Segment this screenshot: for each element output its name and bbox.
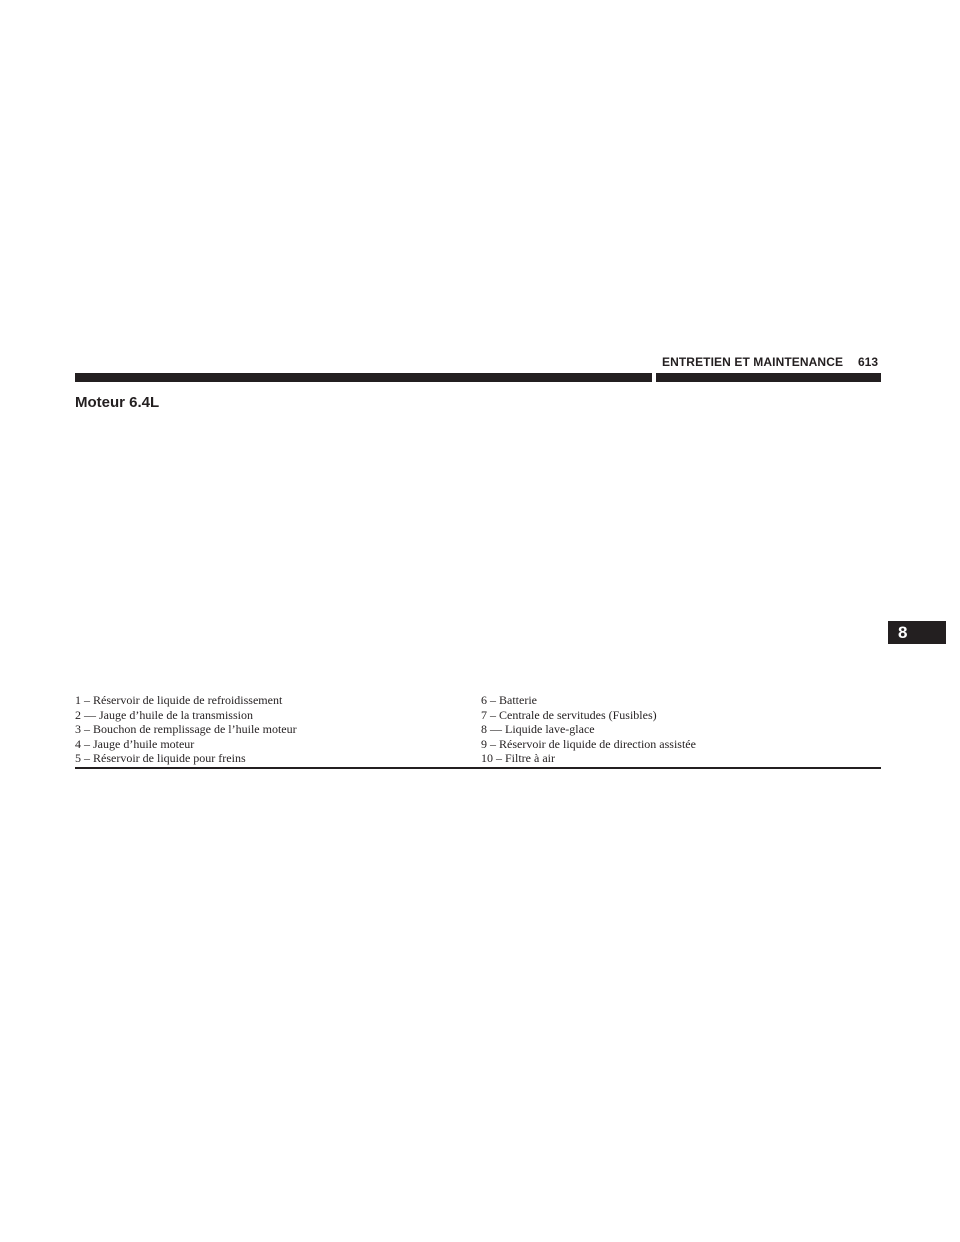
page-number: 613 xyxy=(858,355,879,369)
legend-item: 8 –– Liquide lave-glace xyxy=(481,722,595,737)
legend-item: 5 – Réservoir de liquide pour freins xyxy=(75,751,246,766)
legend-item: 7 – Centrale de servitudes (Fusibles) xyxy=(481,707,657,722)
legend-divider xyxy=(75,767,881,769)
legend-item: 10 – Filtre à air xyxy=(481,751,555,766)
legend-item: 1 – Réservoir de liquide de refroidissement xyxy=(75,693,283,707)
legend-column-right xyxy=(481,693,881,766)
page-title: Moteur 6.4L xyxy=(75,394,160,411)
legend-item: 9 – Réservoir de liquide de direction assistée xyxy=(481,736,696,751)
legend-item: 6 – Batterie xyxy=(481,693,537,707)
chapter-tab[interactable]: 8 xyxy=(888,621,946,644)
engine-legend xyxy=(75,693,881,766)
header-rule-bar xyxy=(75,373,652,382)
legend-item: 2 –– Jauge d’huile de la transmission xyxy=(75,707,253,722)
legend-item: 4 – Jauge d’huile moteur xyxy=(75,736,195,751)
legend-column-left xyxy=(75,693,481,766)
legend-item: 3 – Bouchon de remplissage de l’huile moteur xyxy=(75,722,297,737)
header-rule-bar-right xyxy=(656,373,881,382)
section-title: ENTRETIEN ET MAINTENANCE xyxy=(662,355,844,369)
